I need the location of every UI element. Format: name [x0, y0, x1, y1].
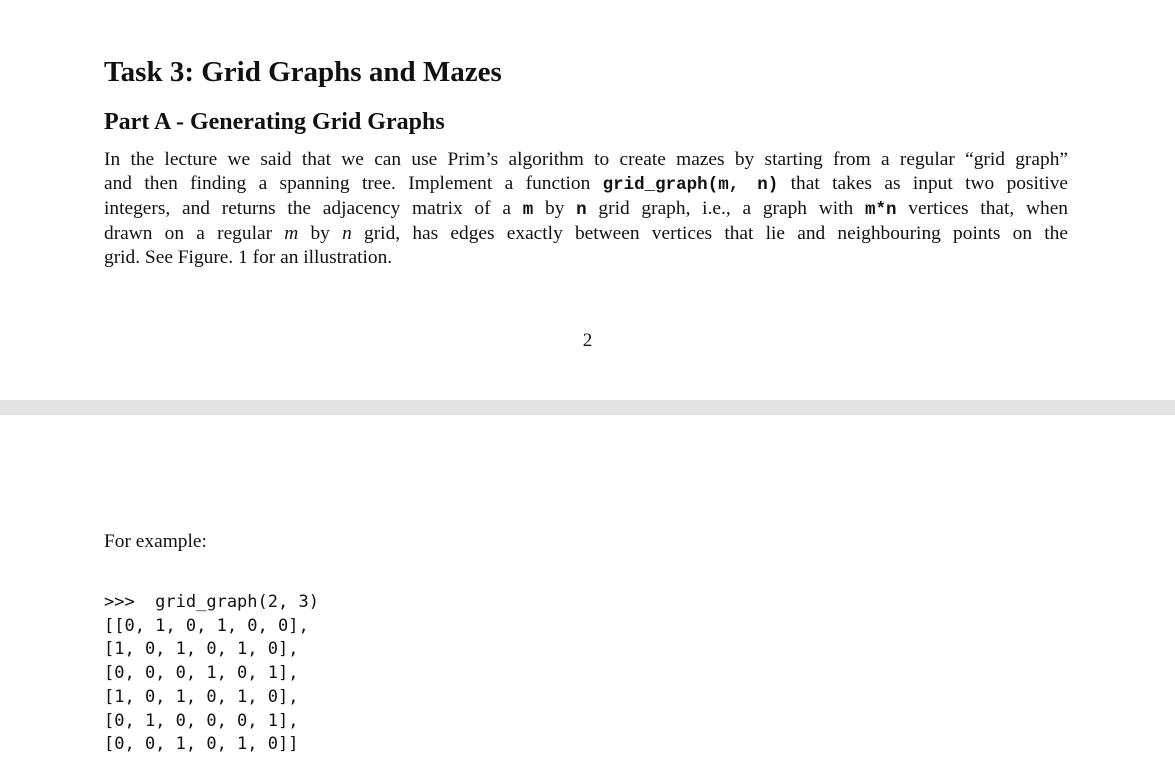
math-n: n [342, 223, 352, 244]
paragraph-line-4 [104, 222, 1068, 246]
paragraph-line-5 [104, 246, 1068, 270]
part-title: Part A - Generating Grid Graphs [104, 109, 445, 135]
text-run: and then finding a spanning tree. Implement a function [104, 173, 603, 194]
code-line: >>> grid_graph(2, 3) [104, 592, 319, 612]
code-line: [[0, 1, 0, 1, 0, 0], [104, 615, 309, 636]
paragraph-line-3 [104, 197, 1068, 222]
text-run: grid graph, i.e., a graph with [586, 198, 865, 219]
code-example [104, 591, 319, 757]
code-m: m [522, 200, 534, 220]
page-separator [0, 400, 1175, 415]
text-run: grid. See Figure. 1 for an illustration. [104, 247, 393, 268]
text-run: by [533, 198, 577, 219]
code-line: [1, 0, 1, 0, 1, 0], [104, 686, 299, 707]
task-description [104, 148, 1068, 270]
text-run: integers, and returns the adjacency matrix of a [104, 198, 523, 219]
code-line: [1, 0, 1, 0, 1, 0], [104, 639, 299, 660]
page-number: 2 [582, 330, 593, 351]
code-line: [0, 0, 0, 1, 0, 1], [104, 663, 299, 684]
code-line: [0, 0, 1, 0, 1, 0]] [104, 734, 299, 755]
example-intro: For example: [104, 531, 207, 552]
math-m: m [284, 223, 299, 244]
task-title: Task 3: Grid Graphs and Mazes [104, 56, 502, 88]
text-run: that takes as input two positive [778, 173, 1069, 194]
text-run: In the lecture we said that we can use Prim’s algorithm to create mazes by starting from a regular “grid graph” [104, 149, 1068, 170]
function-signature: grid_graph(m, n) [602, 175, 779, 195]
text-run: drawn on a regular [104, 223, 285, 244]
code-m-times-n: m*n [864, 200, 897, 220]
paragraph-line-2 [104, 172, 1068, 197]
text-run: vertices that, when [896, 198, 1068, 219]
text-run: grid, has edges exactly between vertices that lie and neighbouring points on the [351, 223, 1068, 244]
code-line: [0, 1, 0, 0, 0, 1], [104, 710, 299, 731]
code-n: n [576, 200, 587, 220]
paragraph-line-1 [104, 148, 1068, 172]
text-run: by [298, 223, 343, 244]
